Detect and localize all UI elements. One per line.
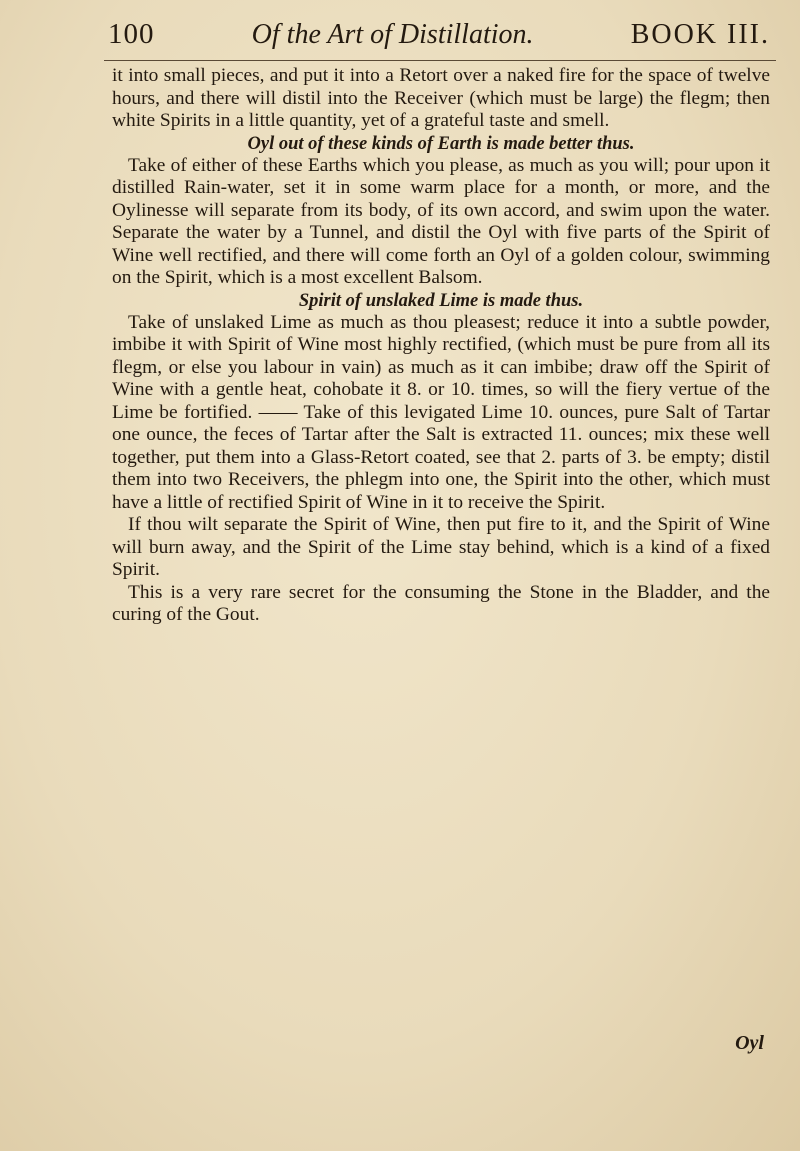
paragraph-lime-recipe: Take of unslaked Lime as much as thou pleasest; reduce it into a subtle powder, imbibe it with Spirit of Wine most highly rectified, (which must be pure from all its flegm, or else you labour in vain) as much as it can imbibe; draw off the Spirit of Wine with a gentle heat, cohobate it 8. or 10. times, so will the fiery vertue of the Lime be fortified. —— Take of this levigated Lime 10. ounces, pure Salt of Tartar one ounce, the feces of Tartar after the Salt is extracted 11. ounces; mix these well together, put them into a Glass-Retort coated, see that 2. parts of 3. be empty; distil them into two Receivers, the phlegm into one, the Spirit into the other, which must have a little of rectified Spirit of Wine in it to receive the Spirit.	[112, 311, 770, 513]
paragraph-secret: This is a very rare secret for the consuming the Stone in the Bladder, and the curing of the Gout.	[112, 581, 770, 625]
paragraph-oyl-recipe: Take of either of these Earths which you please, as much as you will; pour upon it distilled Rain-water, set it in some warm place for a month, or more, and the Oylinesse will separate from its body, of its own accord, and swim upon the water. Separate the water by a Tunnel, and distil the Oyl with five parts of the Spirit of Wine well rectified, and there will come forth an Oyl of a golden colour, swimming on the Spirit, which is a most excellent Balsom.	[112, 154, 770, 288]
header-rule	[104, 60, 776, 61]
page-header	[108, 18, 770, 64]
paragraph-separation: If thou wilt separate the Spirit of Wine, then put fire to it, and the Spirit of Wine will burn away, and the Spirit of the Lime stay behind, which is a kind of a fixed Spirit.	[112, 514, 770, 580]
paragraph-continuation: it into small pieces, and put it into a Retort over a naked fire for the space of twelve hours, and there will distil into the Receiver (which must be large) the flegm; then white Spirits in a little quantity, yet of a grateful taste and smell.	[112, 65, 770, 131]
page-number: 100	[108, 18, 155, 50]
page-body	[112, 65, 770, 627]
book-label: BOOK III.	[630, 19, 770, 50]
section-heading-spirit-lime: Spirit of unslaked Lime is made thus.	[298, 290, 584, 311]
running-title: Of the Art of Distillation.	[251, 19, 534, 50]
section-heading-oyl: Oyl out of these kinds of Earth is made better thus.	[247, 133, 635, 154]
catchword: Oyl	[735, 1032, 764, 1054]
